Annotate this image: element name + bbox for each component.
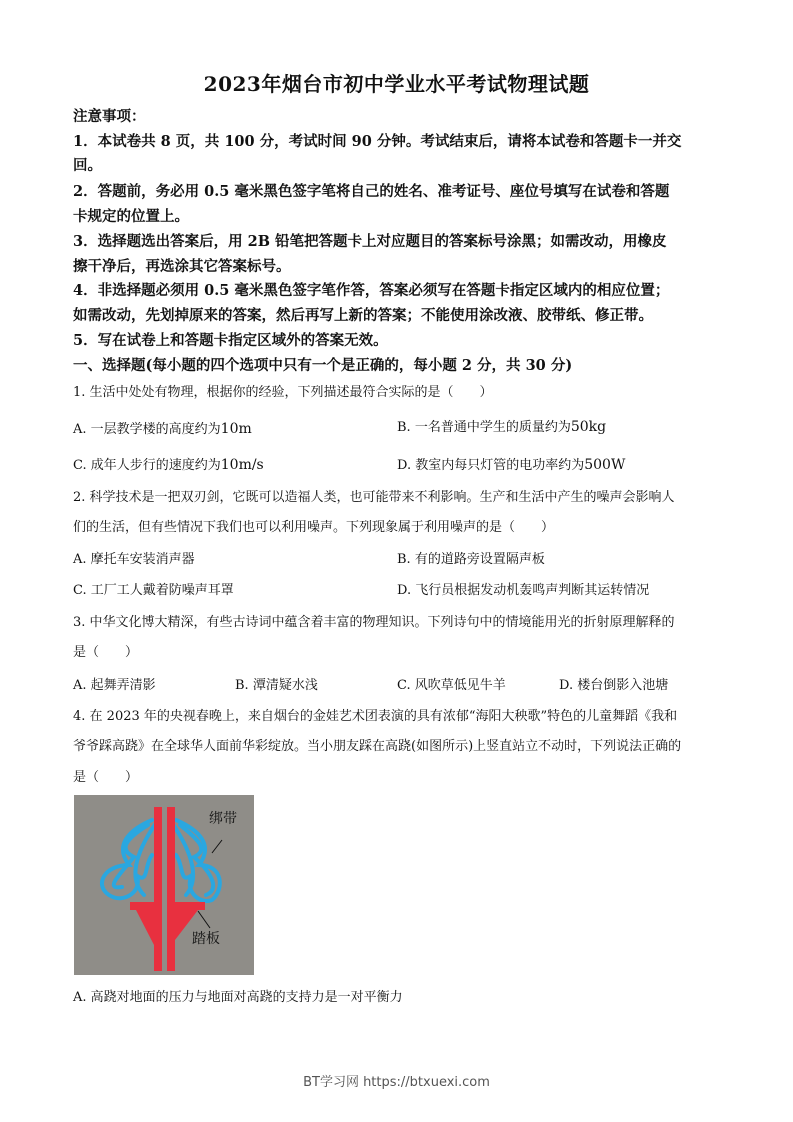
question-3-option-a: A. 起舞弄清影 (73, 678, 156, 693)
notice-line: 3．选择题选出答案后，用 2B 铅笔把答题卡上对应题目的答案标号涂黑；如需改动，用橡皮 (73, 233, 667, 250)
question-3-option-c: C. 风吹草低见牛羊 (397, 678, 506, 693)
question-3-option-d: D. 楼台倒影入池塘 (559, 678, 669, 693)
question-4-stem: 4. 在 2023 年的央视春晚上，来自烟台的金娃艺术团表演的具有浓郁“海阳大秧歌”特色的儿童舞蹈《我和 (73, 709, 678, 724)
question-2-stem: 们的生活，但有些情况下我们也可以利用噪声。下列现象属于利用噪声的是（ ） (73, 520, 555, 535)
stilts-figure (74, 795, 254, 975)
question-1-option-d (397, 454, 625, 473)
option-text: D. 教室内每只灯管的电功率约为 (397, 458, 585, 473)
option-text: B. 一名普通中学生的质量约为 (397, 420, 571, 435)
notice-heading: 注意事项： (73, 108, 146, 125)
footer-watermark: BT学习网 https://btxuexi.com (303, 1075, 490, 1090)
pedal-label: 踏板 (192, 931, 220, 947)
strap-label: 绑带 (209, 811, 237, 827)
notice-line: 1．本试卷共 8 页，共 100 分，考试时间 90 分钟。考试结束后，请将本试卷和答题卡一并交 (73, 133, 682, 150)
question-1-option-c (73, 454, 264, 473)
option-value: 10m/s (220, 457, 264, 473)
notice-line: 5．写在试卷上和答题卡指定区域外的答案无效。 (73, 332, 388, 349)
stilts-illustration (74, 795, 254, 975)
page-title: 2023年烟台市初中学业水平考试物理试题 (203, 72, 590, 96)
question-1-option-a (73, 418, 252, 437)
question-3-stem: 是（ ） (73, 645, 139, 660)
notice-line: 回。 (73, 157, 102, 174)
question-2-option-c: C. 工厂工人戴着防噪声耳罩 (73, 583, 234, 598)
option-text: A. 一层教学楼的高度约为 (73, 422, 221, 437)
notice-line: 2．答题前，务必用 0.5 毫米黑色签字笔将自己的姓名、准考证号、座位号填写在试卷和答题 (73, 183, 670, 200)
question-1-stem: 1. 生活中处处有物理，根据你的经验，下列描述最符合实际的是（ ） (73, 385, 493, 400)
section-heading: 一、选择题(每小题的四个选项中只有一个是正确的，每小题 2 分，共 30 分) (73, 357, 573, 374)
option-text: C. 成年人步行的速度约为 (73, 458, 221, 473)
option-value: 500W (584, 457, 626, 473)
question-3-stem: 3. 中华文化博大精深，有些古诗词中蕴含着丰富的物理知识。下列诗句中的情境能用光的折射原理解释的 (73, 615, 675, 630)
notice-line: 如需改动，先划掉原来的答案，然后再写上新的答案；不能使用涂改液、胶带纸、修正带。 (73, 307, 653, 324)
question-4-option-a: A. 高跷对地面的压力与地面对高跷的支持力是一对平衡力 (73, 990, 403, 1005)
option-value: 50kg (570, 419, 607, 435)
question-2-option-a: A. 摩托车安装消声器 (73, 552, 195, 567)
question-3-option-b: B. 潭清疑水浅 (235, 678, 318, 693)
question-2-option-d: D. 飞行员根据发动机轰鸣声判断其运转情况 (397, 583, 650, 598)
notice-line: 擦干净后，再选涂其它答案标号。 (73, 258, 291, 275)
question-4-stem: 爷爷踩高跷》在全球华人面前华彩绽放。当小朋友踩在高跷(如图所示)上竖直站立不动时，下列说法正确的 (73, 739, 682, 754)
question-2-option-b: B. 有的道路旁设置隔声板 (397, 552, 545, 567)
option-value: 10m (220, 421, 252, 437)
question-4-stem: 是（ ） (73, 770, 139, 785)
question-1-option-b (397, 416, 606, 435)
notice-line: 卡规定的位置上。 (73, 208, 189, 225)
notice-line: 4．非选择题必须用 0.5 毫米黑色签字笔作答，答案必须写在答题卡指定区域内的相应位置； (73, 282, 670, 299)
question-2-stem: 2. 科学技术是一把双刃剑，它既可以造福人类，也可能带来不利影响。生产和生活中产生的噪声会影响人 (73, 490, 675, 505)
